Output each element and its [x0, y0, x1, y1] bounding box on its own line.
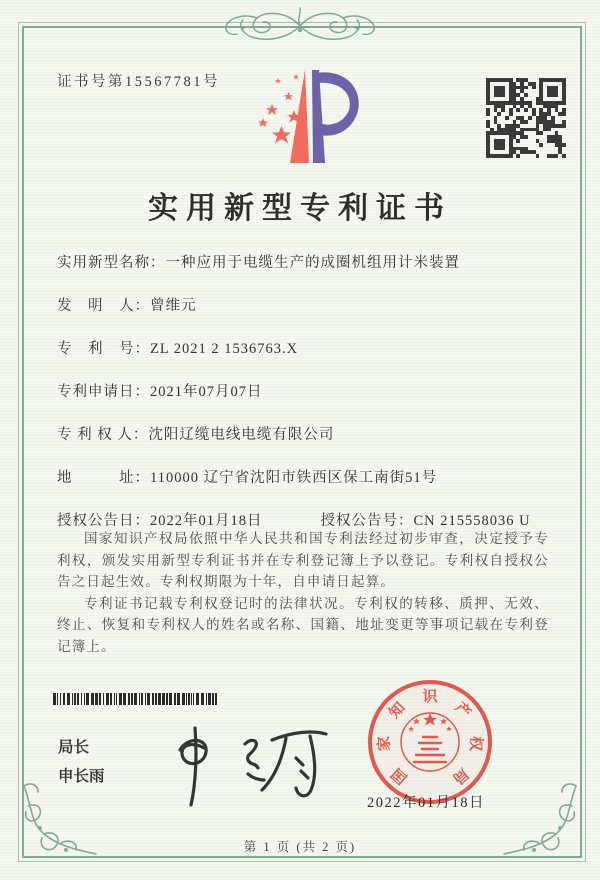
field-label: 地 址： [57, 470, 150, 486]
field-value: 沈阳辽缆电线电缆有限公司 [148, 427, 335, 443]
svg-text:知: 知 [386, 699, 409, 722]
field-row-inventor [57, 295, 549, 317]
field-label: 专 利 号： [57, 341, 150, 357]
svg-text:识: 识 [422, 689, 438, 705]
svg-text:家: 家 [376, 735, 394, 752]
grant-no: CN 215558036 U [413, 513, 531, 529]
certificate-title: 实用新型专利证书 [148, 192, 452, 225]
field-row-patent-no [57, 338, 549, 360]
signature-icon [150, 708, 335, 810]
official-seal-icon [362, 674, 498, 810]
field-row-filing-date [57, 381, 549, 403]
field-label: 发 明 人： [57, 298, 150, 314]
legal-paragraph-1: 国家知识产权局依照中华人民共和国专利法经过初步审查，决定授予专利权，颁发实用新型专利证书并在专利登记簿上予以登记。专利权自授权公告之日起生效。专利权期限为十年，自申请日起算。 [57, 531, 549, 589]
commissioner-name: 申长雨 [58, 768, 105, 785]
field-value: 一种应用于电缆生产的成圈机组用计米装置 [165, 255, 460, 271]
svg-text:局: 局 [449, 764, 472, 787]
svg-text:国: 国 [388, 764, 411, 787]
bottom-right-flourish-ornament [489, 766, 584, 861]
field-row-address [57, 467, 549, 489]
top-flourish-ornament [185, 4, 415, 50]
barcode-icon [53, 693, 223, 705]
legal-text [57, 528, 549, 657]
page-number: 第 1 页 (共 2 页) [243, 840, 357, 854]
cnipa-logo-icon [250, 66, 365, 168]
field-value: 2021年07月07日 [150, 384, 263, 400]
field-value: 曾维元 [150, 298, 197, 314]
field-value: 110000 辽宁省沈阳市铁西区保工南街51号 [150, 470, 438, 486]
field-label: 专利申请日： [57, 384, 150, 400]
bottom-left-flourish-ornament [16, 766, 111, 861]
field-label: 实用新型名称： [57, 255, 166, 271]
qr-code-icon [486, 78, 566, 158]
field-value: ZL 2021 2 1536763.X [150, 341, 299, 357]
svg-text:产: 产 [451, 699, 474, 722]
field-label: 专 利 权 人： [57, 427, 149, 443]
field-list [57, 252, 549, 532]
certificate-number: 证书号第15567781号 [57, 74, 220, 90]
field-row-name [57, 252, 549, 274]
commissioner-title: 局长 [58, 739, 90, 756]
grant-date-label: 授权公告日： [57, 513, 150, 529]
grant-no-label: 授权公告号： [320, 513, 414, 529]
svg-text:权: 权 [466, 735, 484, 752]
grant-date: 2022年01月18日 [150, 513, 263, 529]
legal-paragraph-2: 专利证书记载专利权登记时的法律状况。专利权的转移、质押、无效、终止、恢复和专利权人的姓名或名称、国籍、地址变更等事项记载在专利登记簿上。 [57, 595, 549, 654]
seal-date: 2022年01月18日 [367, 795, 485, 811]
field-row-patentee [57, 424, 549, 446]
